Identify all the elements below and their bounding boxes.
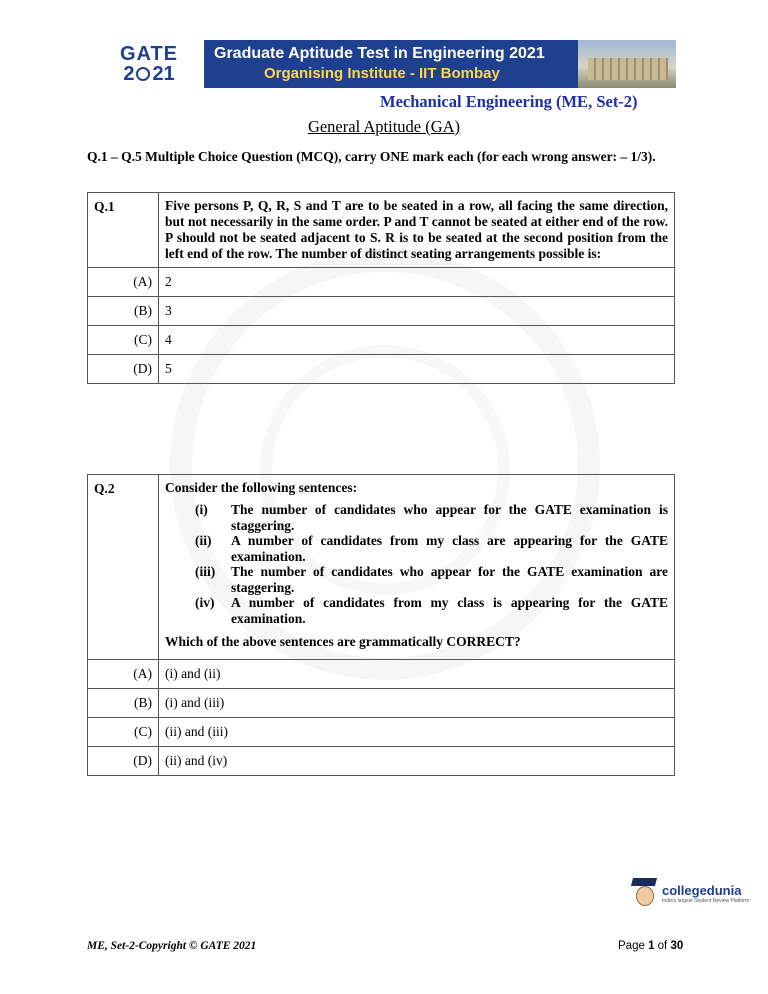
option-row bbox=[88, 660, 675, 689]
option-label: (A) bbox=[88, 660, 159, 689]
footer-copyright: ME, Set-2-Copyright © GATE 2021 bbox=[87, 940, 257, 952]
question-1-table bbox=[87, 192, 675, 384]
gate-logo bbox=[94, 40, 204, 88]
option-label: (A) bbox=[88, 268, 159, 297]
seal-icon bbox=[136, 67, 150, 81]
banner-title: Graduate Aptitude Test in Engineering 2021 bbox=[214, 45, 545, 62]
option-row bbox=[88, 747, 675, 776]
option-label: (C) bbox=[88, 326, 159, 355]
option-label: (B) bbox=[88, 297, 159, 326]
page-prefix: Page bbox=[618, 940, 649, 952]
sentence-item bbox=[165, 595, 668, 626]
sentence-numeral: (iv) bbox=[195, 595, 215, 610]
question-2-table bbox=[87, 474, 675, 776]
question-number: Q.2 bbox=[88, 475, 159, 660]
option-text: 5 bbox=[159, 355, 675, 384]
option-row bbox=[88, 718, 675, 747]
option-row bbox=[88, 689, 675, 718]
option-row bbox=[88, 268, 675, 297]
page-current: 1 bbox=[648, 940, 655, 952]
option-label: (C) bbox=[88, 718, 159, 747]
option-text: (ii) and (iv) bbox=[159, 747, 675, 776]
option-row bbox=[88, 355, 675, 384]
option-row bbox=[88, 297, 675, 326]
sentence-numeral: (ii) bbox=[195, 533, 212, 548]
banner-subtitle: Organising Institute - IIT Bombay bbox=[264, 65, 500, 82]
logo-year-left: 2 bbox=[123, 63, 135, 85]
instructions: Q.1 – Q.5 Multiple Choice Question (MCQ), carry ONE mark each (for each wrong answer: – 1/3). bbox=[87, 149, 656, 164]
header-banner bbox=[94, 40, 676, 88]
badge-name: collegedunia bbox=[662, 883, 742, 898]
page-total: 30 bbox=[670, 940, 684, 952]
banner-text bbox=[204, 40, 578, 88]
option-label: (D) bbox=[88, 747, 159, 776]
question-stem: Five persons P, Q, R, S and T are to be seated in a row, all facing the same direction, but not necessarily in the same order. P and T cannot be seated at either end of the row. P should not be seated adjacent to S. R is to be seated at the second position from the left end of the row. The number of distinct seating arrangements possible is: bbox=[159, 193, 675, 268]
page-of: of bbox=[654, 940, 671, 952]
option-text: 2 bbox=[159, 268, 675, 297]
sentence-item bbox=[165, 502, 668, 533]
sentence-text: The number of candidates who appear for the GATE examination are staggering. bbox=[231, 564, 668, 595]
question-stem-block bbox=[159, 475, 675, 660]
subject-title: Mechanical Engineering (ME, Set-2) bbox=[380, 92, 638, 111]
option-text: 4 bbox=[159, 326, 675, 355]
option-label: (B) bbox=[88, 689, 159, 718]
question-followup: Which of the above sentences are grammatically CORRECT? bbox=[165, 634, 521, 649]
section-title: General Aptitude (GA) bbox=[307, 117, 461, 136]
logo-word: GATE bbox=[119, 43, 179, 65]
logo-year-right: 21 bbox=[152, 63, 175, 85]
sentence-numeral: (iii) bbox=[195, 564, 216, 579]
sentence-text: The number of candidates who appear for the GATE examination is staggering. bbox=[231, 502, 668, 533]
badge-tagline: India's largest Student Review Platform bbox=[662, 898, 750, 904]
option-text: (ii) and (iii) bbox=[159, 718, 675, 747]
sentence-text: A number of candidates from my class are appearing for the GATE examination. bbox=[231, 533, 668, 564]
option-label: (D) bbox=[88, 355, 159, 384]
building-photo bbox=[578, 40, 676, 88]
question-number: Q.1 bbox=[88, 193, 159, 268]
option-text: (i) and (iii) bbox=[159, 689, 675, 718]
option-text: (i) and (ii) bbox=[159, 660, 675, 689]
sentence-numeral: (i) bbox=[195, 502, 208, 517]
page-number bbox=[618, 940, 683, 952]
sentence-list bbox=[165, 502, 668, 626]
option-text: 3 bbox=[159, 297, 675, 326]
sentence-item bbox=[165, 533, 668, 564]
graduate-avatar-icon bbox=[630, 878, 658, 910]
option-row bbox=[88, 326, 675, 355]
sentence-item bbox=[165, 564, 668, 595]
question-stem: Consider the following sentences: bbox=[165, 480, 358, 495]
logo-year bbox=[123, 64, 174, 84]
sentence-text: A number of candidates from my class is appearing for the GATE examination. bbox=[231, 595, 668, 626]
collegedunia-badge bbox=[630, 878, 749, 910]
